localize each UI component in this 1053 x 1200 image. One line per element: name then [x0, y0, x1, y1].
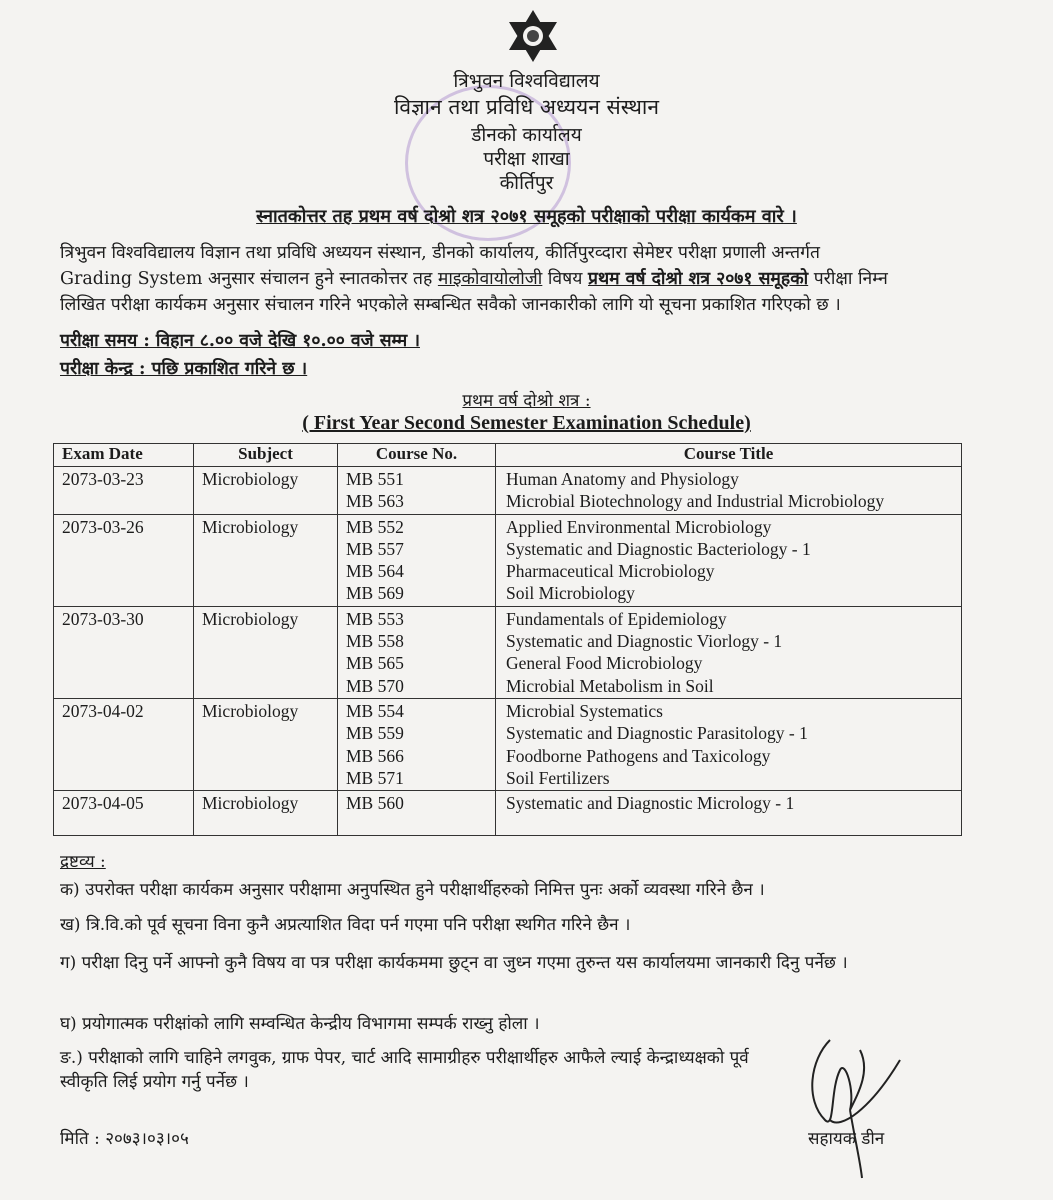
course-no: MB 563	[346, 491, 404, 512]
schedule-title-np: प्रथम वर्ष दोश्रो शत्र :	[462, 391, 591, 411]
col-subject: Subject	[194, 444, 338, 467]
course-title: Systematic and Diagnostic Bacteriology - 1	[506, 538, 811, 559]
subject-name: माइकोवायोलोजी	[437, 269, 543, 289]
batch-name: प्रथम वर्ष दोश्रो शत्र २०७१ समूहको	[587, 269, 809, 289]
schedule-title-en: ( First Year Second Semester Examination Schedule)	[302, 412, 751, 434]
course-no: MB 559	[346, 723, 404, 744]
signature	[800, 1030, 910, 1180]
body-text: विषय	[542, 269, 588, 289]
course-title: Fundamentals of Epidemiology	[506, 608, 727, 629]
note-item: ङ.) परीक्षाको लागि चाहिने लगवुक, ग्राफ पेपर, चार्ट आदि सामाग्रीहरु परीक्षार्थीहरु आफैले ल्याई केन्द्राध्यक्षको पूर्व स्वीकृति लिई प्रयोग गर्नु पर्नेछ ।	[60, 1048, 749, 1092]
exam-date: 2073-03-23	[62, 469, 144, 489]
course-no: MB 553	[346, 608, 404, 629]
course-title: Systematic and Diagnostic Parasitology - 1	[506, 723, 808, 744]
exam-date: 2073-03-26	[62, 516, 144, 537]
table-row	[54, 791, 962, 836]
exam-center: परीक्षा केन्द्र : पछि प्रकाशित गरिने छ ।	[60, 359, 308, 379]
course-no: MB 558	[346, 631, 404, 652]
col-course-title: Course Title	[496, 444, 962, 467]
subject: Microbiology	[202, 700, 299, 721]
body-line-2	[60, 266, 990, 292]
course-no: MB 565	[346, 653, 404, 674]
institute-name: विज्ञान तथा प्रविधि अध्ययन संस्थान	[393, 95, 660, 119]
col-exam-date: Exam Date	[54, 444, 194, 467]
exam-time: परीक्षा समय : विहान ८.०० वजे देखि १०.०० वजे सम्म ।	[60, 331, 420, 351]
note-item: ख) त्रि.वि.को पूर्व सूचना विना कुनै अप्रत्याशित विदा पर्न गएमा पनि परीक्षा स्थगित गरिने छैन ।	[60, 915, 631, 935]
notes-heading: द्रष्टव्य :	[60, 852, 106, 872]
course-title: Foodborne Pathogens and Taxicology	[506, 745, 771, 766]
col-course-no: Course No.	[338, 444, 496, 467]
course-no: MB 571	[346, 767, 404, 788]
course-title: Microbial Metabolism in Soil	[506, 675, 714, 696]
course-no: MB 564	[346, 561, 404, 582]
body-line-3: लिखित परीक्षा कार्यकम अनुसार संचालन गरिने भएकोले सम्बन्धित सवैको जानकारीको लागि यो सूचना प्रकाशित गरिएको छ ।	[60, 295, 841, 315]
notice-subject: स्नातकोत्तर तह प्रथम वर्ष दोश्रो शत्र २०७१ समूहको परीक्षाको परीक्षा कार्यकम वारे ।	[256, 206, 797, 227]
subject: Microbiology	[202, 608, 299, 629]
subject: Microbiology	[202, 516, 299, 537]
exam-date: 2073-04-05	[62, 793, 144, 814]
body-line-1: त्रिभुवन विश्वविद्यालय विज्ञान तथा प्रविधि अध्ययन संस्थान, डीनको कार्यालय, कीर्तिपुरव्दारा सेमेष्टर परीक्षा प्रणाली अन्तर्गत	[60, 243, 820, 263]
course-no: MB 557	[346, 538, 404, 559]
course-title: Soil Microbiology	[506, 583, 635, 604]
course-title: Microbial Biotechnology and Industrial Microbiology	[506, 491, 885, 512]
course-title: Microbial Systematics	[506, 700, 663, 721]
table-row	[54, 514, 962, 606]
course-no: MB 560	[346, 793, 404, 814]
course-title: Pharmaceutical Microbiology	[506, 561, 715, 582]
course-no: MB 554	[346, 700, 404, 721]
course-no: MB 569	[346, 583, 404, 604]
course-title: Human Anatomy and Physiology	[506, 469, 739, 489]
course-title: Systematic and Diagnostic Viorlogy - 1	[506, 631, 783, 652]
notice-date: मिति : २०७३।०३।०५	[60, 1129, 189, 1149]
nepal-government-emblem	[505, 8, 561, 64]
course-title: General Food Microbiology	[506, 653, 703, 674]
course-no: MB 570	[346, 675, 404, 696]
place-name: कीर्तिपुर	[499, 172, 554, 194]
section-name: परीक्षा शाखा	[483, 148, 570, 170]
subject: Microbiology	[202, 469, 299, 489]
course-title: Applied Environmental Microbiology	[506, 516, 772, 537]
course-title: Systematic and Diagnostic Micrology - 1	[506, 793, 795, 814]
exam-date: 2073-04-02	[62, 700, 144, 721]
table-row	[54, 606, 962, 698]
body-text: Grading System अनुसार संचालन हुने स्नातकोत्तर तह	[60, 269, 438, 289]
exam-schedule-table	[53, 443, 962, 836]
subject: Microbiology	[202, 793, 299, 814]
table-row	[54, 698, 962, 790]
signatory-title: सहायक डीन	[808, 1129, 885, 1149]
course-no: MB 552	[346, 516, 404, 537]
office-name: डीनको कार्यालय	[471, 124, 582, 146]
course-no: MB 566	[346, 745, 404, 766]
table-row	[54, 467, 962, 515]
note-item: घ) प्रयोगात्मक परीक्षांको लागि सम्वन्धित केन्द्रीय विभागमा सम्पर्क राख्नु होला ।	[60, 1014, 540, 1034]
course-no: MB 551	[346, 469, 404, 489]
body-text: परीक्षा निम्न	[808, 269, 888, 289]
university-name: त्रिभुवन विश्वविद्यालय	[453, 70, 600, 92]
note-item: क) उपरोक्त परीक्षा कार्यकम अनुसार परीक्षामा अनुपस्थित हुने परीक्षार्थीहरुको निमित्त पुनः अर्को व्यवस्था गरिने छैन ।	[60, 880, 765, 900]
exam-date: 2073-03-30	[62, 608, 144, 629]
note-item: ग) परीक्षा दिनु पर्ने आफ्नो कुनै विषय वा पत्र परीक्षा कार्यकममा छुट्न वा जुध्न गएमा तुरुन्त यस कार्यालयमा जानकारी दिनु पर्नेछ ।	[60, 953, 848, 973]
course-title: Soil Fertilizers	[506, 767, 610, 788]
